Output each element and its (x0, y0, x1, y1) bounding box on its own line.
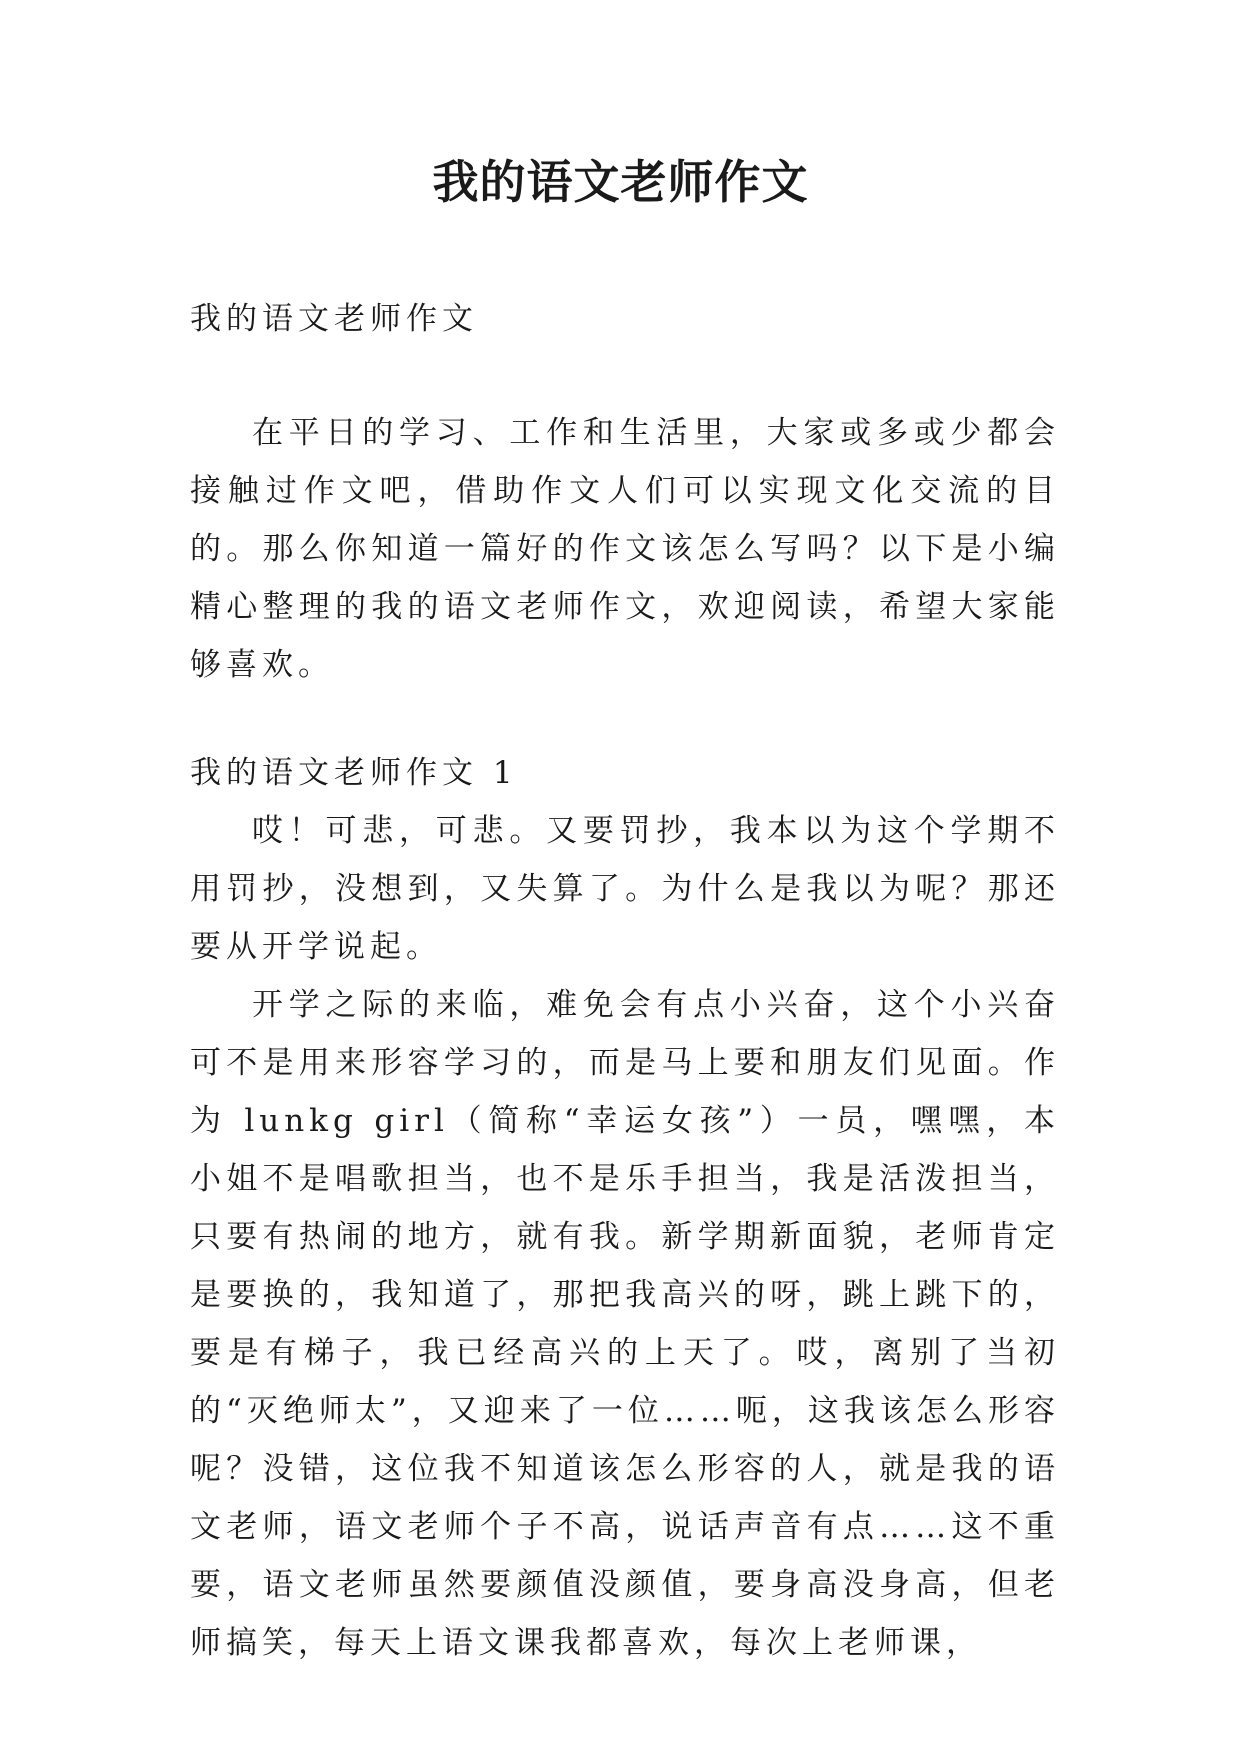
intro-paragraph: 在平日的学习、工作和生活里，大家或多或少都会接触过作文吧，借助作文人们可以实现文化交流的目的。那么你知道一篇好的作文该怎么写吗？以下是小编精心整理的我的语文老师作文，欢迎阅读，希望大家能够喜欢。 (190, 415, 1060, 683)
document-subtitle: 我的语文老师作文 (190, 301, 478, 337)
document-title: 我的语文老师作文 (432, 155, 809, 209)
spacer (190, 348, 1060, 404)
document-body (190, 290, 1060, 1672)
spacer (190, 694, 1060, 744)
section-heading: 我的语文老师作文 1 (190, 755, 518, 791)
body-paragraph: 开学之际的来临，难免会有点小兴奋，这个小兴奋可不是用来形容学习的，而是马上要和朋友们见面。作为 lunkg girl（简称“幸运女孩”）一员，嘿嘿，本小姐不是唱歌担当，也不是乐手担当，我是活泼担当，只要有热闹的地方，就有我。新学期新面貌，老师肯定是要换的，我知道了，那把我高兴的呀，跳上跳下的，要是有梯子，我已经高兴的上天了。哎，离别了当初的“灭绝师太”，又迎来了一位……呃，这我该怎么形容呢？没错，这位我不知道该怎么形容的人，就是我的语文老师，语文老师个子不高，说话声音有点……这不重要，语文老师虽然要颜值没颜值，要身高没身高，但老师搞笑，每天上语文课我都喜欢，每次上老师课， (190, 987, 1060, 1661)
body-paragraph: 哎！可悲，可悲。又要罚抄，我本以为这个学期不用罚抄，没想到，又失算了。为什么是我以为呢？那还要从开学说起。 (190, 813, 1060, 965)
